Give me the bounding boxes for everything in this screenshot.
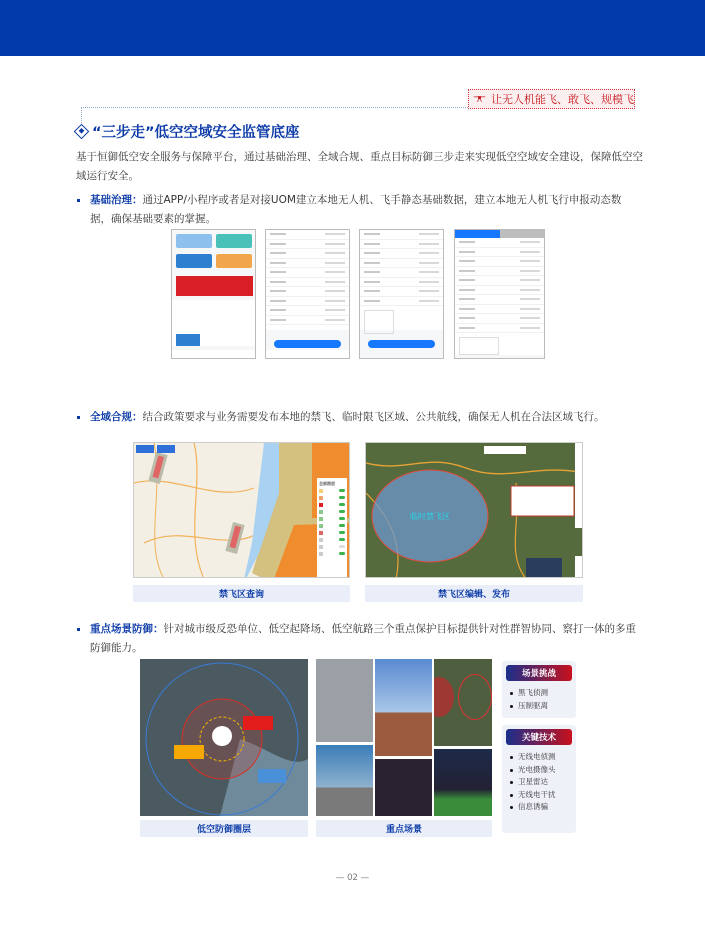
layer-toggle[interactable] [339,496,345,500]
list-item: 黑飞侦测 [502,687,576,700]
key-technologies-card [502,725,576,833]
satellite-zone-photo [434,659,492,746]
card-title: 关键技术 [506,729,572,745]
layer-toggle[interactable] [339,489,345,493]
layer-toggle[interactable] [339,552,345,556]
header-band [0,0,705,56]
bullet-label: 全域合规： [90,411,143,423]
layer-toggle[interactable] [339,524,345,528]
bullet-text: 结合政策要求与业务需要发布本地的禁飞、临时限飞区域、公共航线，确保无人机在合法区域飞行。 [142,411,605,423]
bullet-dot [77,628,80,631]
satellite-map [366,443,583,578]
layer-toggle[interactable] [339,503,345,507]
scenario-challenges-card [502,661,576,718]
submit-button [368,340,435,348]
list-item: 压制驱离 [502,700,576,713]
layer-toggle[interactable] [339,531,345,535]
list-item: 无线电干扰 [502,789,576,802]
layer-toggle[interactable] [339,517,345,521]
tower-photo [375,659,432,756]
intro-paragraph: 基于恒御低空安全服务与保障平台，通过基础治理、全域合规、重点目标防御三步走来实现低空空域安全建设，保障低空空域运行安全。 [76,151,643,182]
substation-photo [316,659,373,742]
bullet-basic-governance [76,191,641,229]
submit-button [274,340,341,348]
app-screenshot-home [171,229,256,359]
bullet-label: 重点场景防御： [90,623,164,635]
bullet-global-compliance [76,408,641,427]
page-title: “三步走”低空空域安全监管底座 [92,125,300,141]
app-screenshot-drone-form [359,229,444,359]
card-title: 场景挑战 [506,665,572,681]
app-screenshot-pilot-form [265,229,350,359]
image-caption: 低空防御圈层 [140,820,308,837]
section-heading [76,121,300,142]
divider [81,107,468,108]
page-number: — 02 — [335,873,370,883]
list-item: 无线电侦测 [502,751,576,764]
bullet-text: 通过APP/小程序或者是对接UOM建立本地无人机、飞手静态基础数据，建立本地无人机飞行申报动态数据，确保基础要素的掌握。 [90,194,622,225]
image-caption: 重点场景 [316,820,492,837]
bullet-dot [77,199,80,202]
no-fly-zone-query-map [133,442,350,578]
concert-photo [375,759,432,816]
layer-toggle[interactable] [339,538,345,542]
layer-toggle[interactable] [339,545,345,549]
key-scenarios-collage [316,659,492,816]
app-screenshot-flight-report [454,229,545,359]
drone-icon [473,94,486,104]
map-caption: 禁飞区查询 [133,585,350,602]
list-item: 卫星雷达 [502,776,576,789]
list-item: 信息诱骗 [502,801,576,814]
stadium-photo [434,749,492,816]
layer-legend-panel[interactable] [317,478,347,578]
bullet-text: 针对城市级反恐单位、低空起降场、低空航路三个重点保护目标提供针对性群智协同、察打一体的多重防御能力。 [90,623,636,654]
list-item: 光电摄像头 [502,764,576,777]
legend-title: 全部图层 [319,480,335,486]
bullet-label: 基础治理： [90,194,143,206]
penalty-banner [176,276,253,296]
defense-rings-image [140,659,308,816]
layer-toggle[interactable] [339,510,345,514]
airplane-photo [316,745,373,816]
zone-label: 临时禁飞区 [410,512,450,521]
map-caption: 禁飞区编辑、发布 [365,585,583,602]
diamond-icon [74,124,90,140]
bullet-key-scenario-defense [76,620,641,658]
bullet-dot [77,416,80,419]
slogan-badge [468,89,635,109]
slogan-text: 让无人机能飞、敢飞、规模飞 [491,93,634,106]
no-fly-zone-edit-map [365,442,583,578]
